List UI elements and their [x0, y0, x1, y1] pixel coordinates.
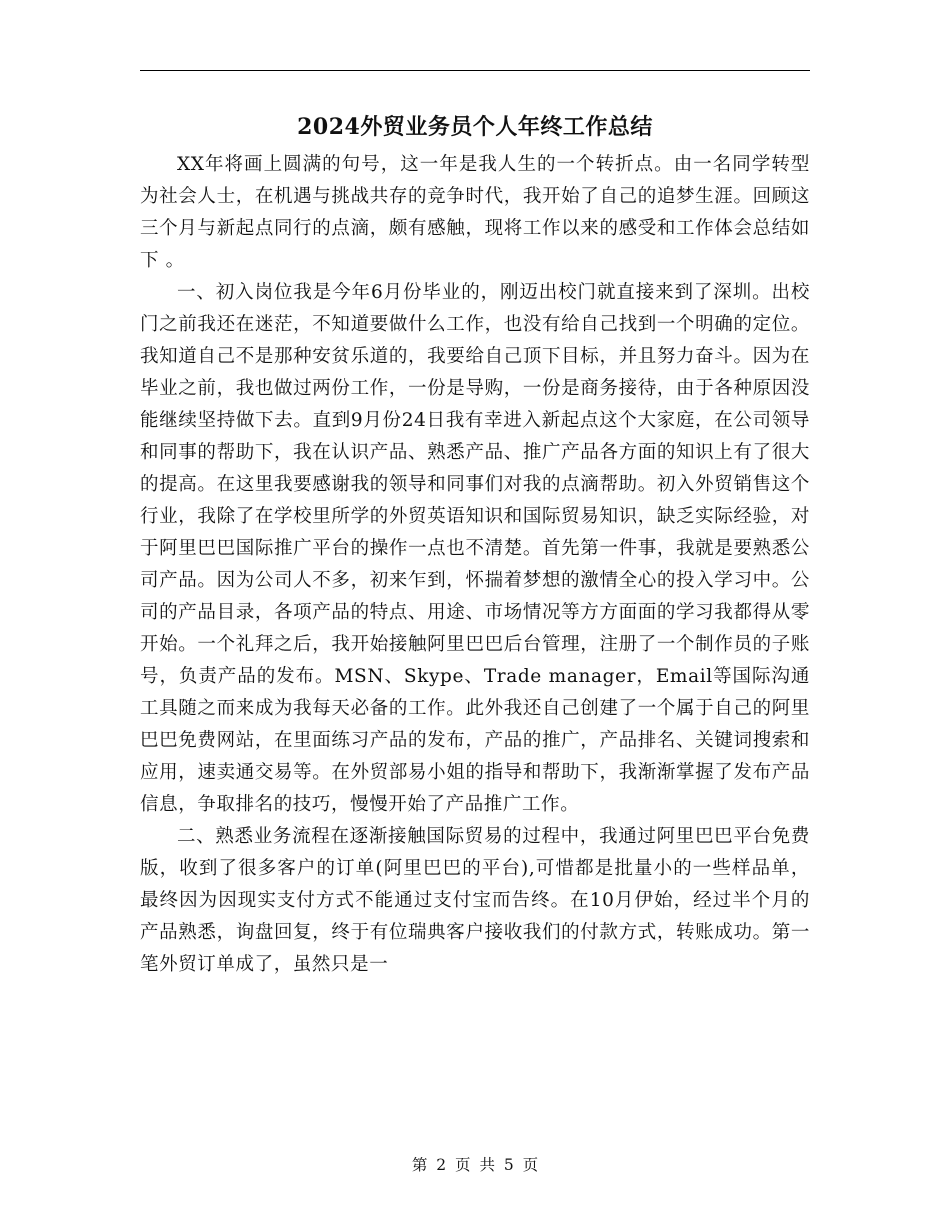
paragraph-section-2: 二、熟悉业务流程在逐渐接触国际贸易的过程中，我通过阿里巴巴平台免费版，收到了很多客户的订单(阿里巴巴的平台),可惜都是批量小的一些样品单，最终因为因现实支付方式不能通过支付宝而告终。在10月伊始，经过半个月的产品熟悉，询盘回复，终于有位瑞典客户接收我们的付款方式，转账成功。第一笔外贸订单成了，虽然只是一 [140, 826, 810, 975]
header-rule [140, 70, 810, 71]
page-number-footer: 第 2 页 共 5 页 [411, 1156, 539, 1174]
document-body [140, 149, 810, 981]
document-title: 2024外贸业务员个人年终工作总结 [297, 114, 653, 140]
paragraph-section-1: 一、初入岗位我是今年6月份毕业的，刚迈出校门就直接来到了深圳。出校门之前我还在迷茫，不知道要做什么工作，也没有给自己找到一个明确的定位。我知道自己不是那种安贫乐道的，我要给自己顶下目标，并且努力奋斗。因为在毕业之前，我也做过两份工作，一份是导购，一份是商务接待，由于各种原因没能继续坚持做下去。直到9月份24日我有幸进入新起点这个大家庭，在公司领导和同事的帮助下，我在认识产品、熟悉产品、推广产品各方面的知识上有了很大的提高。在这里我要感谢我的领导和同事们对我的点滴帮助。初入外贸销售这个行业，我除了在学校里所学的外贸英语知识和国际贸易知识，缺乏实际经验，对于阿里巴巴国际推广平台的操作一点也不清楚。首先第一件事，我就是要熟悉公司产品。因为公司人不多，初来乍到，怀揣着梦想的激情全心的投入学习中。公司的产品目录，各项产品的特点、用途、市场情况等方方面面的学习我都得从零开始。一个礼拜之后，我开始接触阿里巴巴后台管理，注册了一个制作员的子账号，负责产品的发布。MSN、Skype、Trade manager，Email等国际沟通工具随之而来成为我每天必备的工作。此外我还自己创建了一个属于自己的阿里巴巴免费网站，在里面练习产品的发布，产品的推广，产品排名、关键词搜索和应用，速卖通交易等。在外贸部易小姐的指导和帮助下，我渐渐掌握了发布产品信息，争取排名的技巧，慢慢开始了产品推广工作。 [140, 282, 810, 815]
paragraph-intro: XX年将画上圆满的句号，这一年是我人生的一个转折点。由一名同学转型为社会人士，在机遇与挑战共存的竞争时代，我开始了自己的追梦生涯。回顾这三个月与新起点同行的点滴，颇有感触，现将工作以来的感受和工作体会总结如下 。 [140, 154, 810, 271]
